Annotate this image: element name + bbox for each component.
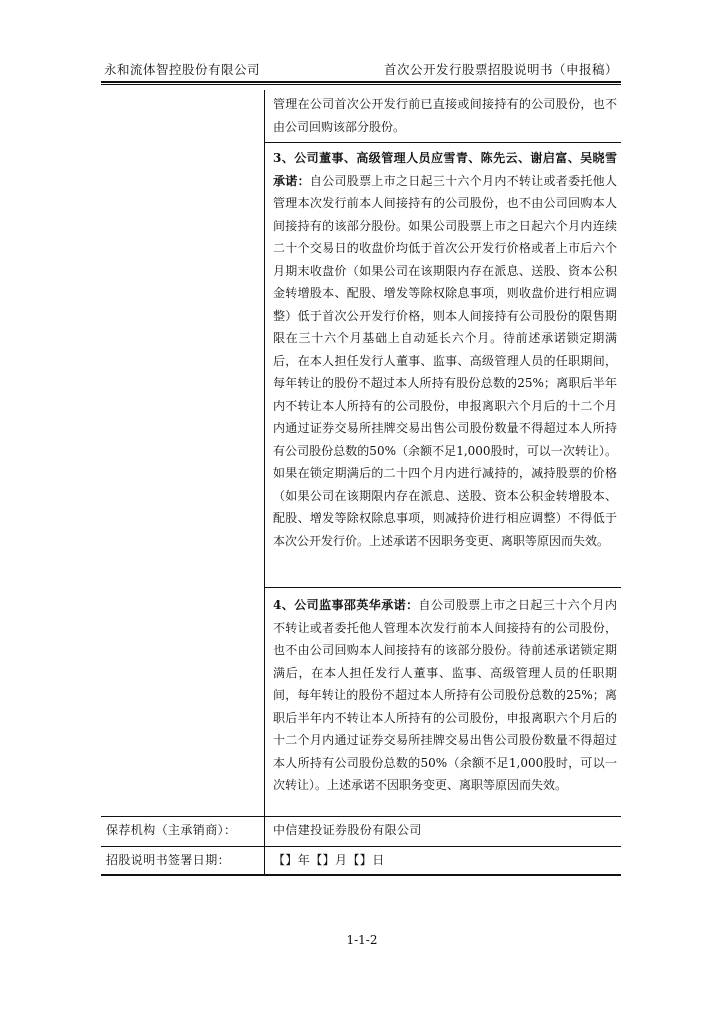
sponsor-label: 保荐机构（主承销商）： [106, 823, 237, 837]
commitment-item-3-heading: 3、公司董事、高级管理人员应雪青、陈先云、谢启富、吴晓雪承诺： [273, 151, 617, 188]
header-rule-thin [101, 84, 621, 85]
info-table [101, 90, 621, 875]
row-divider [264, 142, 621, 143]
continued-paragraph: 管理在公司首次公开发行前已直接或间接持有的公司股份，也不由公司回购该部分股份。 [273, 97, 617, 134]
table-bottom-rule [101, 874, 621, 876]
page-header [101, 58, 621, 78]
commitment-item-3 [273, 147, 617, 552]
commitment-item-4-heading: 4、公司监事邵英华承诺： [273, 598, 419, 612]
row-divider [101, 816, 621, 817]
commitment-item-4-body: 自公司股票上市之日起三十六个月内不转让或者委托他人管理本次发行前本人间接持有的公司股份，也不由公司回购本人间接持有的该部分股份。待前述承诺锁定期满后，在本人担任发行人董事、监事、高级管理人员的任职期间，每年转让的股份不超过本人所持有公司股份总数的25%；离职后半年内不转让本人所持有的公司股份，申报离职六个月后的十二个月内通过证券交易所挂牌交易出售公司股份数量不得超过本人所持有公司股份总数的50%（余额不足1,000股时，可以一次转让）。上述承诺不因职务变更、离职等原因而失效。 [273, 598, 617, 792]
sign-date-value: 【】年【】月【】日 [273, 853, 385, 867]
header-rule-thick [101, 81, 621, 83]
row-divider [101, 846, 621, 847]
column-divider [264, 90, 265, 875]
sign-date-label: 招股说明书签署日期： [106, 853, 231, 867]
sponsor-value: 中信建投证券股份有限公司 [273, 823, 422, 837]
page-number: 1-1-2 [346, 933, 378, 947]
commitment-item-4 [273, 594, 617, 797]
commitment-item-3-body: 自公司股票上市之日起三十六个月内不转让或者委托他人管理本次发行前本人间接持有的公司股份，也不由公司回购本人间接持有的该部分股份。如果公司股票上市之日起六个月内连续二十个交易日的收盘价均低于首次公开发行价格或者上市后六个月期末收盘价（如果公司在该期限内存在派息、送股、资本公积金转增股本、配股、增发等除权除息事项，则收盘价进行相应调整）低于首次公开发行价格，则本人间接持有公司股份的限售期限在三十六个月基础上自动延长六个月。待前述承诺锁定期满后，在本人担任发行人董事、监事、高级管理人员的任职期间，每年转让的股份不超过本人所持有股份总数的25%；离职后半年内不转让本人所持有的公司股份，申报离职六个月后的十二个月内通过证券交易所挂牌交易出售公司股份数量不得超过本人所持有公司股份总数的50%（余额不足1,000股时，可以一次转让）。如果在锁定期满后的二十四个月内进行减持的，减持股票的价格（如果公司在该期限内存在派息、送股、资本公积金转增股本、配股、增发等除权除息事项，则减持价进行相应调整）不得低于本次公开发行价。上述承诺不因职务变更、离职等原因而失效。 [273, 173, 617, 548]
header-company-name: 永和流体智控股份有限公司 [104, 62, 261, 77]
row-divider [264, 587, 621, 588]
header-document-title: 首次公开发行股票招股说明书（申报稿） [383, 62, 618, 77]
